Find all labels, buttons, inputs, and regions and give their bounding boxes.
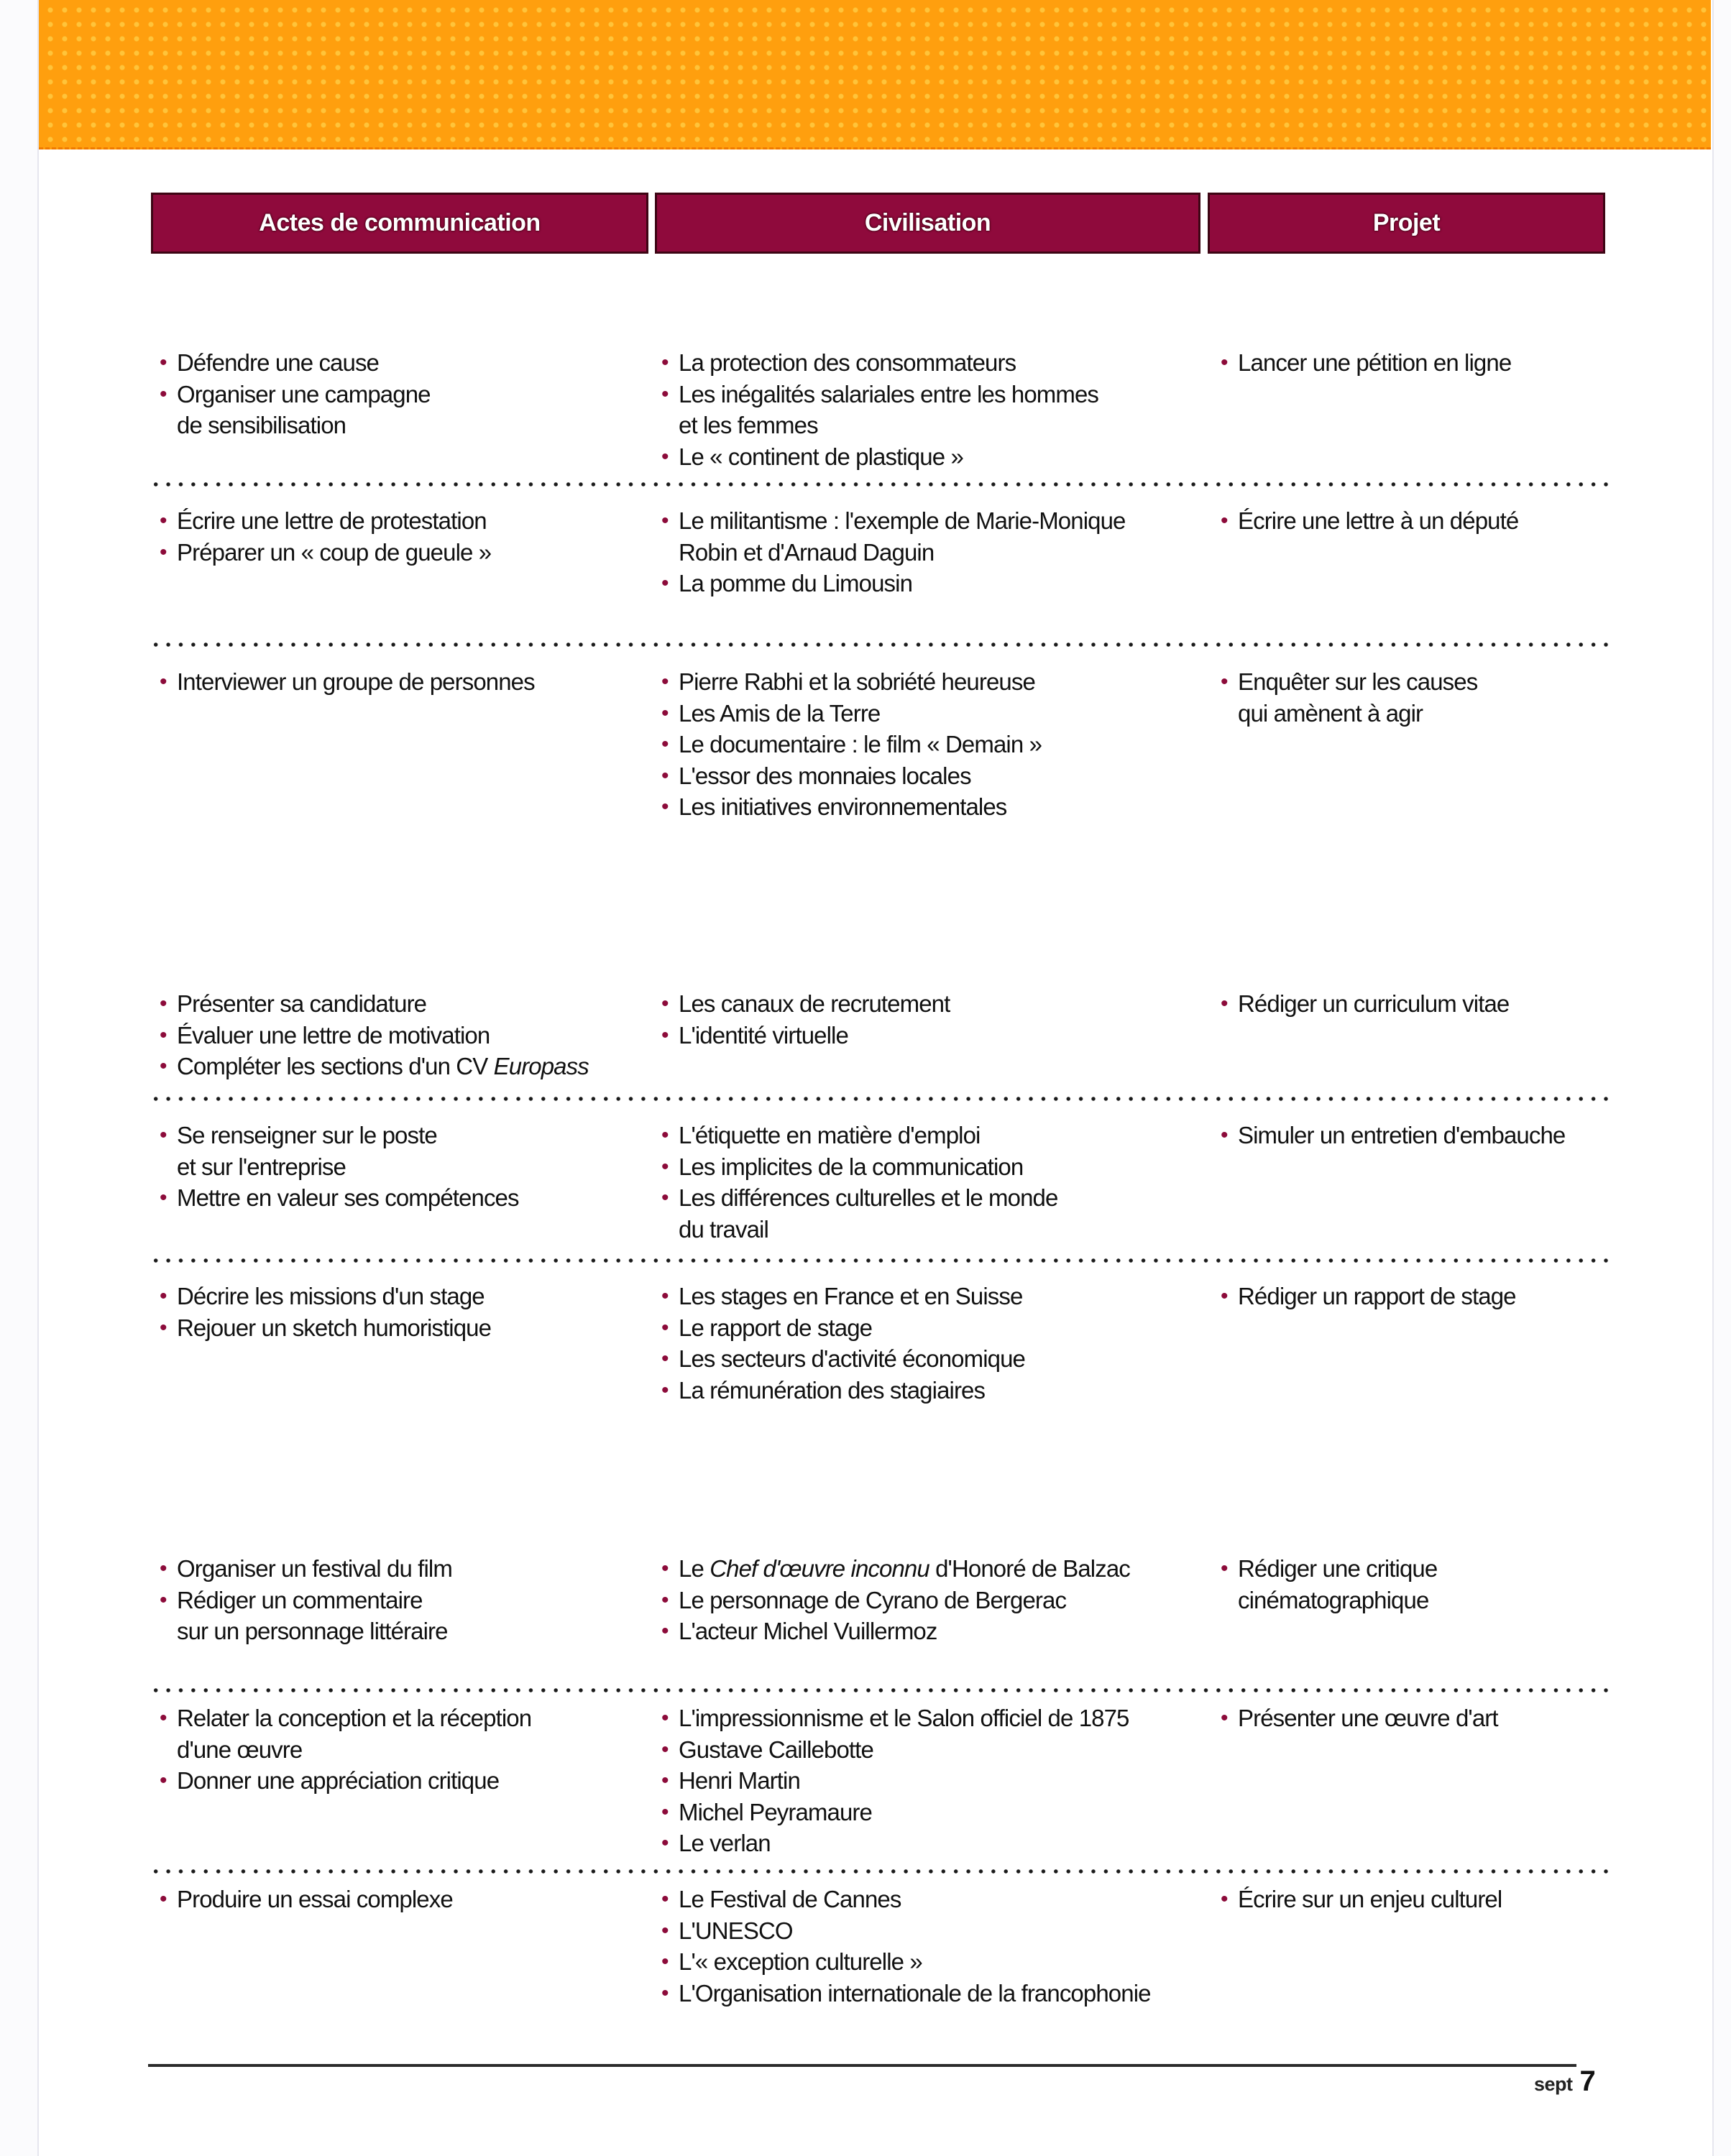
bullet-list [661, 666, 1208, 823]
column-header-actes: Actes de communication [151, 193, 648, 254]
list-item [661, 1281, 1208, 1312]
page-edge-right [1712, 0, 1731, 2156]
bullet-icon: • [1221, 351, 1228, 374]
list-item [160, 1281, 648, 1312]
bullet-icon: • [1221, 670, 1228, 694]
item-text: Présenter une œuvre d'art [1238, 1705, 1498, 1731]
bullet-list [661, 347, 1208, 472]
item-text: cinématographique [1238, 1586, 1429, 1613]
dotted-separator [150, 1258, 1613, 1263]
item-text: Les implicites de la communication [679, 1153, 1024, 1180]
item-text [679, 1553, 1208, 1585]
cell-projet [1221, 666, 1609, 729]
list-item [661, 760, 1208, 792]
item-text: Organiser une campagne [177, 380, 431, 407]
bullet-icon: • [661, 1769, 669, 1792]
item-text: Mettre en valeur ses compétences [177, 1184, 519, 1211]
bullet-list [661, 505, 1208, 599]
list-item [1221, 1120, 1609, 1151]
list-item [661, 441, 1208, 473]
bullet-icon: • [661, 444, 669, 469]
bullet-list [661, 988, 1208, 1051]
list-item [661, 1946, 1208, 1978]
bullet-icon: • [1221, 1123, 1228, 1147]
bullet-icon: • [160, 351, 167, 374]
dotted-separator [150, 1688, 1613, 1692]
item-text: Les Amis de la Terre [679, 699, 881, 727]
bullet-icon: • [661, 795, 669, 819]
item-text: Préparer un « coup de gueule » [177, 538, 492, 566]
footer-rule [148, 2064, 1576, 2067]
bullet-icon: • [661, 1557, 669, 1580]
bullet-icon: • [160, 1023, 167, 1047]
item-text: Le rapport de stage [679, 1314, 873, 1341]
list-item [160, 537, 648, 568]
item-text: Les initiatives environnementales [679, 793, 1007, 820]
list-item [661, 1343, 1208, 1375]
bullet-icon: • [661, 701, 669, 725]
item-text: L'UNESCO [679, 1917, 793, 1944]
dotted-separator [150, 1869, 1613, 1874]
bullet-icon: • [661, 1619, 669, 1643]
list-item [160, 347, 648, 379]
bullet-icon: • [661, 382, 669, 406]
bullet-icon: • [160, 1315, 167, 1340]
bullet-icon: • [661, 1887, 669, 1911]
item-text: Lancer une pétition en ligne [1238, 349, 1512, 376]
bullet-icon: • [661, 571, 669, 595]
list-item [160, 1312, 648, 1344]
cell-projet [1221, 1703, 1609, 1734]
item-text: La rémunération des stagiaires [679, 1376, 986, 1404]
list-item [661, 1182, 1208, 1245]
list-item [160, 1585, 648, 1647]
bullet-list [1221, 347, 1609, 379]
bullet-list [1221, 1281, 1609, 1312]
item-text: La pomme du Limousin [679, 570, 913, 596]
cell-actes [160, 505, 648, 568]
bullet-list [160, 1281, 648, 1343]
bullet-icon: • [661, 1378, 669, 1402]
cell-civilisation [661, 347, 1208, 472]
bullet-list [1221, 505, 1609, 537]
list-item [661, 1553, 1208, 1585]
list-item [1221, 1884, 1609, 1915]
bullet-icon: • [661, 1588, 669, 1612]
item-text: Évaluer une lettre de motivation [177, 1021, 490, 1049]
item-text-italic: Chef d'œuvre inconnu [710, 1555, 929, 1582]
bullet-icon: • [661, 1347, 669, 1370]
bullet-list [160, 1703, 648, 1797]
cell-civilisation [661, 1281, 1208, 1406]
cell-projet [1221, 1553, 1609, 1616]
bullet-icon: • [661, 1154, 669, 1179]
item-text-suffix: d'Honoré de Balzac [929, 1555, 1130, 1582]
bullet-list [1221, 1703, 1609, 1734]
cell-civilisation [661, 1703, 1208, 1859]
list-item [661, 1884, 1208, 1915]
item-text: Simuler un entretien d'embauche [1238, 1122, 1566, 1148]
bullet-list [661, 1703, 1208, 1859]
orange-header-band [39, 0, 1711, 149]
bullet-icon: • [661, 1737, 669, 1761]
list-item [1221, 988, 1609, 1020]
cell-projet [1221, 1281, 1609, 1312]
item-text: d'une œuvre [177, 1736, 303, 1763]
bullet-list [661, 1884, 1208, 2009]
bullet-list [160, 1553, 648, 1647]
item-text: Le documentaire : le film « Demain » [679, 731, 1042, 757]
page-number: 7 [1579, 2065, 1596, 2097]
bullet-icon: • [1221, 1706, 1228, 1730]
bullet-icon: • [160, 1557, 167, 1580]
bullet-list [1221, 1120, 1609, 1151]
list-item [1221, 347, 1609, 379]
bullet-icon: • [661, 1315, 669, 1340]
cell-projet [1221, 1120, 1609, 1151]
list-item [160, 1884, 648, 1915]
cell-projet [1221, 505, 1609, 537]
cell-projet [1221, 1884, 1609, 1915]
bullet-list [1221, 1884, 1609, 1915]
bullet-icon: • [661, 992, 669, 1015]
list-item [160, 1703, 648, 1765]
bullet-icon: • [160, 540, 167, 564]
item-text: Le militantisme : l'exemple de Marie-Monique [679, 507, 1126, 534]
list-item [160, 1182, 648, 1214]
dotted-separator [150, 642, 1613, 647]
list-item [160, 1765, 648, 1797]
bullet-icon: • [661, 1918, 669, 1943]
cell-actes [160, 1553, 648, 1647]
cell-civilisation [661, 1120, 1208, 1245]
bullet-icon: • [160, 382, 167, 406]
item-text: Écrire une lettre à un député [1238, 507, 1519, 534]
list-item [661, 729, 1208, 760]
item-text: Écrire sur un enjeu culturel [1238, 1886, 1502, 1912]
cell-projet [1221, 988, 1609, 1020]
dotted-separator [150, 1097, 1613, 1101]
item-text: Robin et d'Arnaud Daguin [679, 538, 935, 566]
cell-actes [160, 1281, 648, 1343]
list-item [661, 1151, 1208, 1183]
item-text: et les femmes [679, 412, 818, 438]
list-item [160, 1120, 648, 1182]
bullet-icon: • [160, 992, 167, 1015]
list-item [661, 1375, 1208, 1406]
item-text: Écrire une lettre de protestation [177, 507, 487, 534]
bullet-list [160, 505, 648, 568]
bullet-list [1221, 1553, 1609, 1616]
bullet-icon: • [661, 1981, 669, 2005]
bullet-icon: • [160, 1887, 167, 1911]
item-text: Les stages en France et en Suisse [679, 1283, 1023, 1309]
cell-civilisation [661, 666, 1208, 823]
list-item [1221, 505, 1609, 537]
item-text: Décrire les missions d'un stage [177, 1283, 485, 1309]
cell-actes [160, 1884, 648, 1915]
list-item [661, 568, 1208, 599]
bullet-list [160, 988, 648, 1082]
page-footer [1534, 2064, 1596, 2096]
item-text: Les secteurs d'activité économique [679, 1345, 1025, 1372]
bullet-icon: • [661, 763, 669, 788]
item-text: qui amènent à agir [1238, 699, 1423, 727]
list-item [1221, 1281, 1609, 1312]
item-text-italic: Europass [493, 1053, 589, 1079]
list-item [160, 379, 648, 441]
list-item [160, 988, 648, 1020]
item-text: du travail [679, 1215, 768, 1243]
item-text: Michel Peyramaure [679, 1798, 872, 1825]
item-text: L'essor des monnaies locales [679, 762, 971, 789]
bullet-icon: • [160, 1706, 167, 1730]
list-item [1221, 1703, 1609, 1734]
item-text: L'étiquette en matière d'emploi [679, 1122, 981, 1148]
list-item [661, 1828, 1208, 1859]
item-text: Gustave Caillebotte [679, 1736, 873, 1763]
cell-projet [1221, 347, 1609, 379]
item-text: Se renseigner sur le poste [177, 1122, 437, 1148]
bullet-icon: • [661, 1023, 669, 1047]
bullet-list [1221, 988, 1609, 1020]
item-text: La protection des consommateurs [679, 349, 1016, 376]
item-text: Enquêter sur les causes [1238, 668, 1478, 695]
bullet-list [160, 666, 648, 698]
item-text: Pierre Rabhi et la sobriété heureuse [679, 668, 1035, 695]
table-header [0, 193, 1731, 254]
bullet-icon: • [661, 351, 669, 374]
bullet-icon: • [661, 1831, 669, 1855]
item-text: L'acteur Michel Vuillermoz [679, 1618, 937, 1644]
item-text: Interviewer un groupe de personnes [177, 668, 535, 695]
bullet-icon: • [1221, 509, 1228, 533]
item-text: et sur l'entreprise [177, 1153, 346, 1180]
bullet-icon: • [160, 1588, 167, 1612]
list-item [661, 791, 1208, 823]
item-text: Défendre une cause [177, 349, 380, 376]
list-item [661, 379, 1208, 441]
list-item [160, 505, 648, 537]
list-item [661, 1312, 1208, 1344]
cell-civilisation [661, 1884, 1208, 2009]
bullet-list [160, 347, 648, 441]
bullet-list [160, 1884, 648, 1915]
bullet-icon: • [1221, 1284, 1228, 1308]
list-item [160, 1051, 648, 1082]
bullet-list [661, 1120, 1208, 1245]
item-text: sur un personnage littéraire [177, 1618, 448, 1644]
list-item [1221, 666, 1609, 729]
item-text: Relater la conception et la réception [177, 1705, 532, 1731]
item-text: Les différences culturelles et le monde [679, 1184, 1058, 1211]
bullet-icon: • [160, 1054, 167, 1078]
list-item [661, 347, 1208, 379]
bullet-icon: • [160, 509, 167, 533]
bullet-icon: • [661, 1186, 669, 1210]
list-item [661, 1703, 1208, 1734]
list-item [160, 1020, 648, 1051]
page-edge-left [0, 0, 39, 2156]
item-text: L'identité virtuelle [679, 1021, 848, 1049]
item-text: Le personnage de Cyrano de Bergerac [679, 1586, 1067, 1613]
month-label: sept [1534, 2073, 1573, 2095]
item-text: L'« exception culturelle » [679, 1948, 922, 1975]
item-text: Rédiger un curriculum vitae [1238, 990, 1510, 1017]
item-text: Compléter les sections d'un CV Europass [177, 1053, 589, 1079]
item-text: Donner une appréciation critique [177, 1767, 500, 1794]
bullet-list [1221, 666, 1609, 729]
item-text: Rédiger une critique [1238, 1555, 1438, 1582]
cell-actes [160, 1120, 648, 1214]
item-text: L'Organisation internationale de la francophonie [679, 1979, 1151, 2007]
bullet-icon: • [160, 1186, 167, 1210]
bullet-icon: • [661, 1706, 669, 1730]
list-item [160, 1553, 648, 1585]
cell-civilisation [661, 1553, 1208, 1647]
bullet-icon: • [661, 1284, 669, 1308]
bullet-icon: • [661, 1800, 669, 1824]
list-item [1221, 1553, 1609, 1616]
item-text: Rejouer un sketch humoristique [177, 1314, 492, 1341]
bullet-icon: • [160, 1284, 167, 1308]
item-text: Présenter sa candidature [177, 990, 427, 1017]
list-item [661, 988, 1208, 1020]
cell-civilisation [661, 988, 1208, 1051]
list-item [160, 666, 648, 698]
column-header-projet: Projet [1208, 193, 1605, 254]
cell-actes [160, 347, 648, 441]
column-header-civilisation: Civilisation [655, 193, 1200, 254]
bullet-icon: • [160, 1123, 167, 1147]
item-text: Produire un essai complexe [177, 1886, 453, 1912]
list-item [661, 1120, 1208, 1151]
list-item [661, 666, 1208, 698]
cell-actes [160, 1703, 648, 1797]
item-text: de sensibilisation [177, 412, 346, 438]
item-text: Les canaux de recrutement [679, 990, 950, 1017]
bullet-icon: • [1221, 1887, 1228, 1911]
list-item [661, 1020, 1208, 1051]
cell-civilisation [661, 505, 1208, 599]
bullet-icon: • [1221, 1557, 1228, 1580]
bullet-icon: • [661, 1123, 669, 1147]
item-text: Le « continent de plastique » [679, 443, 963, 470]
item-text: L'impressionnisme et le Salon officiel de 1875 [679, 1705, 1129, 1731]
cell-actes [160, 988, 648, 1082]
list-item [661, 1616, 1208, 1647]
bullet-icon: • [160, 1769, 167, 1792]
bullet-icon: • [661, 732, 669, 756]
list-item [661, 698, 1208, 729]
bullet-icon: • [661, 509, 669, 533]
list-item [661, 1585, 1208, 1616]
item-text: Le Festival de Cannes [679, 1886, 901, 1912]
list-item [661, 1797, 1208, 1828]
bullet-icon: • [661, 670, 669, 694]
item-text: Rédiger un rapport de stage [1238, 1283, 1516, 1309]
item-text: Organiser un festival du film [177, 1555, 452, 1582]
item-text: Henri Martin [679, 1767, 800, 1794]
bullet-icon: • [160, 670, 167, 694]
bullet-icon: • [661, 1950, 669, 1973]
cell-actes [160, 666, 648, 698]
bullet-icon: • [1221, 992, 1228, 1015]
list-item [661, 1915, 1208, 1947]
item-text: Le verlan [679, 1830, 771, 1856]
item-text: Les inégalités salariales entre les hommes [679, 380, 1099, 407]
list-item [661, 1734, 1208, 1766]
bullet-list [661, 1553, 1208, 1647]
bullet-list [160, 1120, 648, 1214]
list-item [661, 1765, 1208, 1797]
dotted-separator [150, 482, 1613, 487]
list-item [661, 1978, 1208, 2009]
list-item [661, 505, 1208, 568]
item-text: Rédiger un commentaire [177, 1586, 423, 1613]
bullet-list [661, 1281, 1208, 1406]
item-text-prefix: Le [679, 1555, 710, 1582]
